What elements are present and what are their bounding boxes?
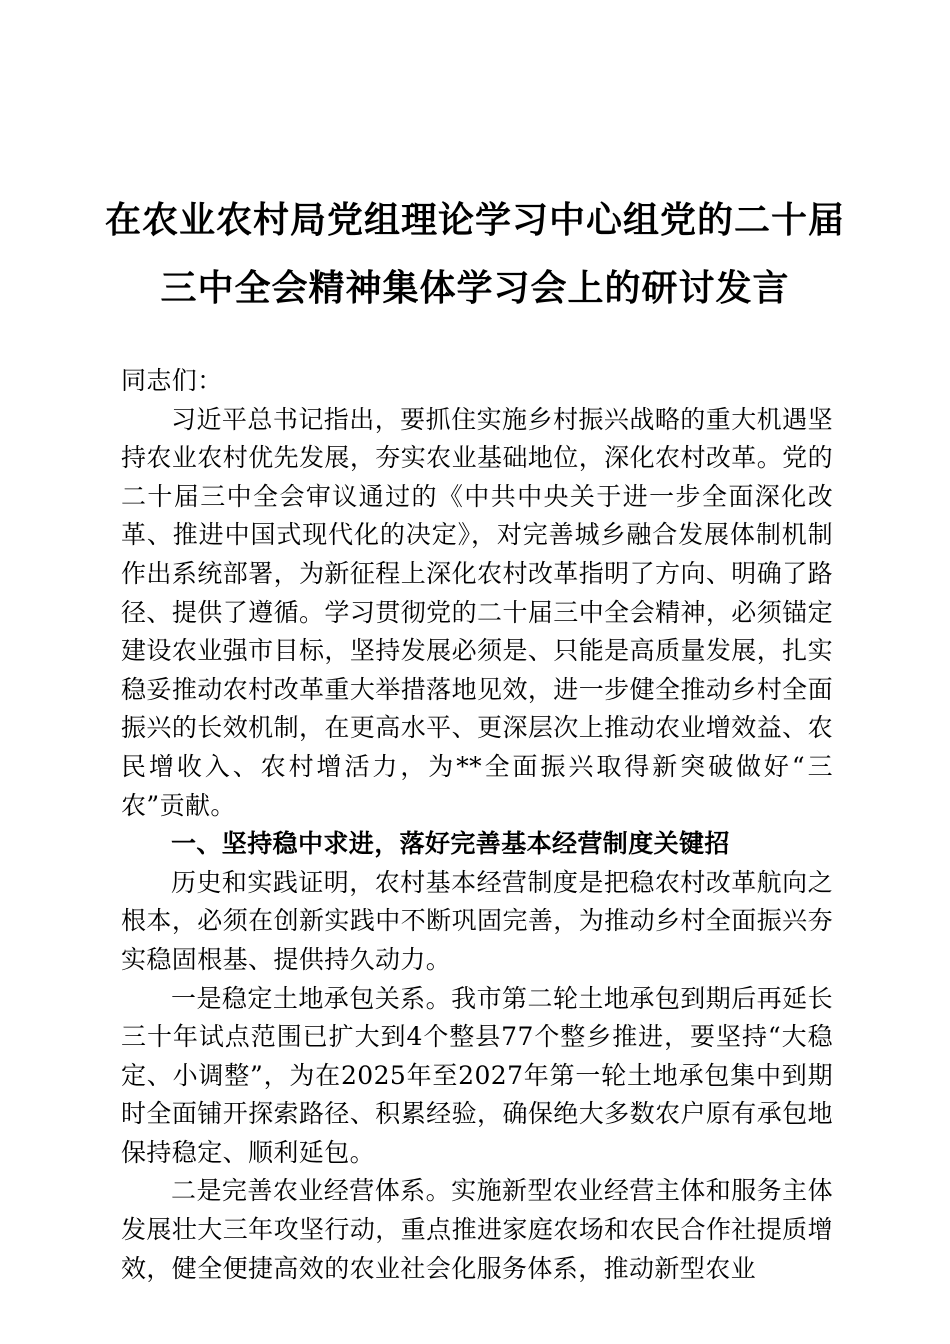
document-title-line-1: 在农业农村局党组理论学习中心组党的二十届 xyxy=(104,199,845,241)
paragraph-section-1-intro: 历史和实践证明，农村基本经营制度是把稳农村改革航向之根本，必须在创新实践中不断巩固完善，为推动乡村全面振兴夯实稳固根基、提供持久动力。 xyxy=(121,867,833,974)
paragraph-point-2 xyxy=(121,1172,833,1288)
section-heading-1: 一、坚持稳中求进，落好完善基本经营制度关键招 xyxy=(171,829,730,859)
point-1-body: 我市第二轮土地承包到期后再延长三十年试点范围已扩大到4个整县77个整乡推进，要坚持“大稳定、小调整”，为在2025年至2027年第一轮土地承包集中到期时全面铺开探索路径、积累经验，确保绝大多数农户原有承包地保持稳定、顺利延包。 xyxy=(121,983,833,1167)
paragraph-point-1 xyxy=(121,980,833,1173)
point-2-lead: 二是完善农业经营体系。 xyxy=(171,1176,452,1206)
point-1-lead: 一是稳定土地承包关系。 xyxy=(171,983,452,1013)
paragraph-intro: 习近平总书记指出，要抓住实施乡村振兴战略的重大机遇坚持农业农村优先发展，夯实农业基础地位，深化农村改革。党的二十届三中全会审议通过的《中共中央关于进一步全面深化改革、推进中国式现代化的决定》，对完善城乡融合发展体制机制作出系统部署，为新征程上深化农村改革指明了方向、明确了路径、提供了遵循。学习贯彻党的二十届三中全会精神，必须锚定建设农业强市目标，坚持发展必须是、只能是高质量发展，扎实稳妥推动农村改革重大举措落地见效，进一步健全推动乡村全面振兴的长效机制，在更高水平、更深层次上推动农业增效益、农民增收入、农村增活力，为**全面振兴取得新突破做好“三农”贡献。 xyxy=(121,404,833,820)
document-title-line-2: 三中全会精神集体学习会上的研讨发言 xyxy=(160,267,790,309)
point-2-body: 实施新型农业经营主体和服务主体发展壮大三年攻坚行动，重点推进家庭农场和农民合作社提质增效，健全便捷高效的农业社会化服务体系，推动新型农业 xyxy=(121,1176,833,1283)
salutation: 同志们： xyxy=(121,366,223,395)
document-body xyxy=(121,362,833,1288)
